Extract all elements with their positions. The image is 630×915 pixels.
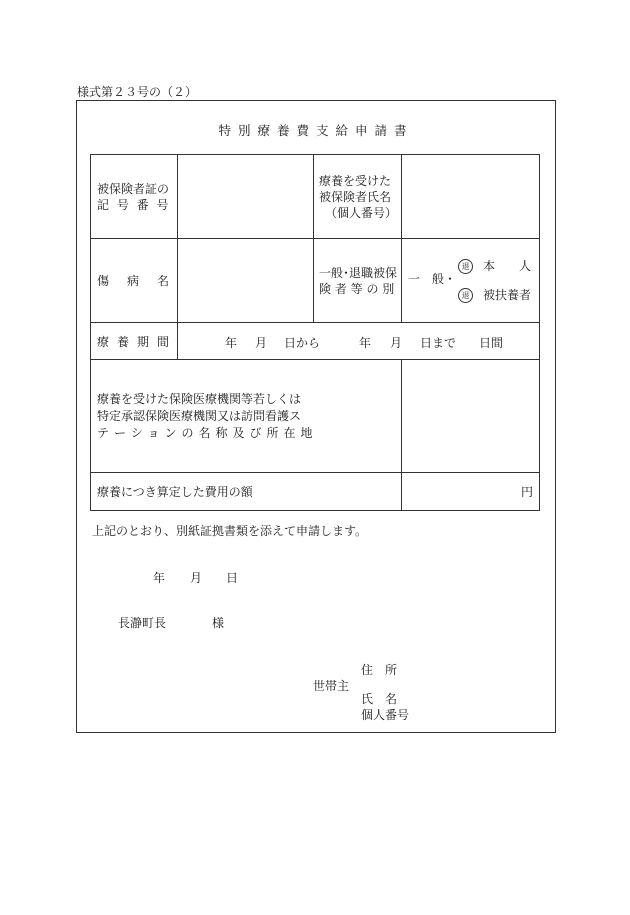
declaration-text: 上記のとおり、別紙証拠書類を添えて申請します。 xyxy=(92,524,368,538)
category-label: 一般･退職被保 険 者 等 の 別 xyxy=(314,239,402,323)
table-row-disease xyxy=(91,239,540,323)
cost-field[interactable]: 円 xyxy=(402,473,540,511)
insured-name-label: 療養を受けた 被保険者氏名 （個人番号） xyxy=(314,155,402,239)
addressee-honorific: 様 xyxy=(212,616,225,630)
date-day-label: 日 xyxy=(226,571,239,585)
application-table xyxy=(90,154,540,511)
table-row-facility xyxy=(91,360,540,473)
applicant-address-label: 住 所 xyxy=(361,663,398,677)
retire-circle-icon: 退 xyxy=(458,259,473,274)
retire-circle-icon: 退 xyxy=(458,288,473,303)
insured-name-field[interactable] xyxy=(402,155,540,239)
applicant-head-label: 世帯主 xyxy=(313,679,350,693)
option-self[interactable]: 退 本 人 xyxy=(458,257,531,274)
applicant-id-label: 個人番号 xyxy=(361,708,410,722)
period-field[interactable]: 年 月 日から 年 月 日まで 日間 xyxy=(178,323,540,360)
cost-label: 療養につき算定した費用の額 xyxy=(91,473,402,511)
option-dependent[interactable]: 退 被扶養者 xyxy=(458,286,531,303)
date-month-label: 月 xyxy=(190,571,203,585)
addressee-name: 長瀞町長 xyxy=(118,616,167,630)
disease-label: 傷 病 名 xyxy=(91,239,178,323)
date-year-label: 年 xyxy=(153,571,166,585)
applicant-name-label: 氏 名 xyxy=(361,692,398,706)
table-row-period xyxy=(91,323,540,360)
facility-field[interactable] xyxy=(402,360,540,473)
disease-field[interactable] xyxy=(178,239,314,323)
form-number: 様式第２３号の（２） xyxy=(77,85,198,99)
table-row-insurance xyxy=(91,155,540,239)
facility-label: 療養を受けた保険医療機関等若しくは 特定承認保険医療機関又は訪問看護ス テーションの名称及び所在地 xyxy=(91,360,402,473)
category-general-option[interactable]: 一 般・ xyxy=(408,272,457,286)
insurance-number-label: 被保険者証の 記 号 番 号 xyxy=(91,155,178,239)
category-options[interactable] xyxy=(402,239,540,323)
table-row-cost xyxy=(91,473,540,511)
insurance-number-field[interactable] xyxy=(178,155,314,239)
period-label: 療 養 期 間 xyxy=(91,323,178,360)
form-title: 特別療養費支給申請書 xyxy=(218,123,414,138)
